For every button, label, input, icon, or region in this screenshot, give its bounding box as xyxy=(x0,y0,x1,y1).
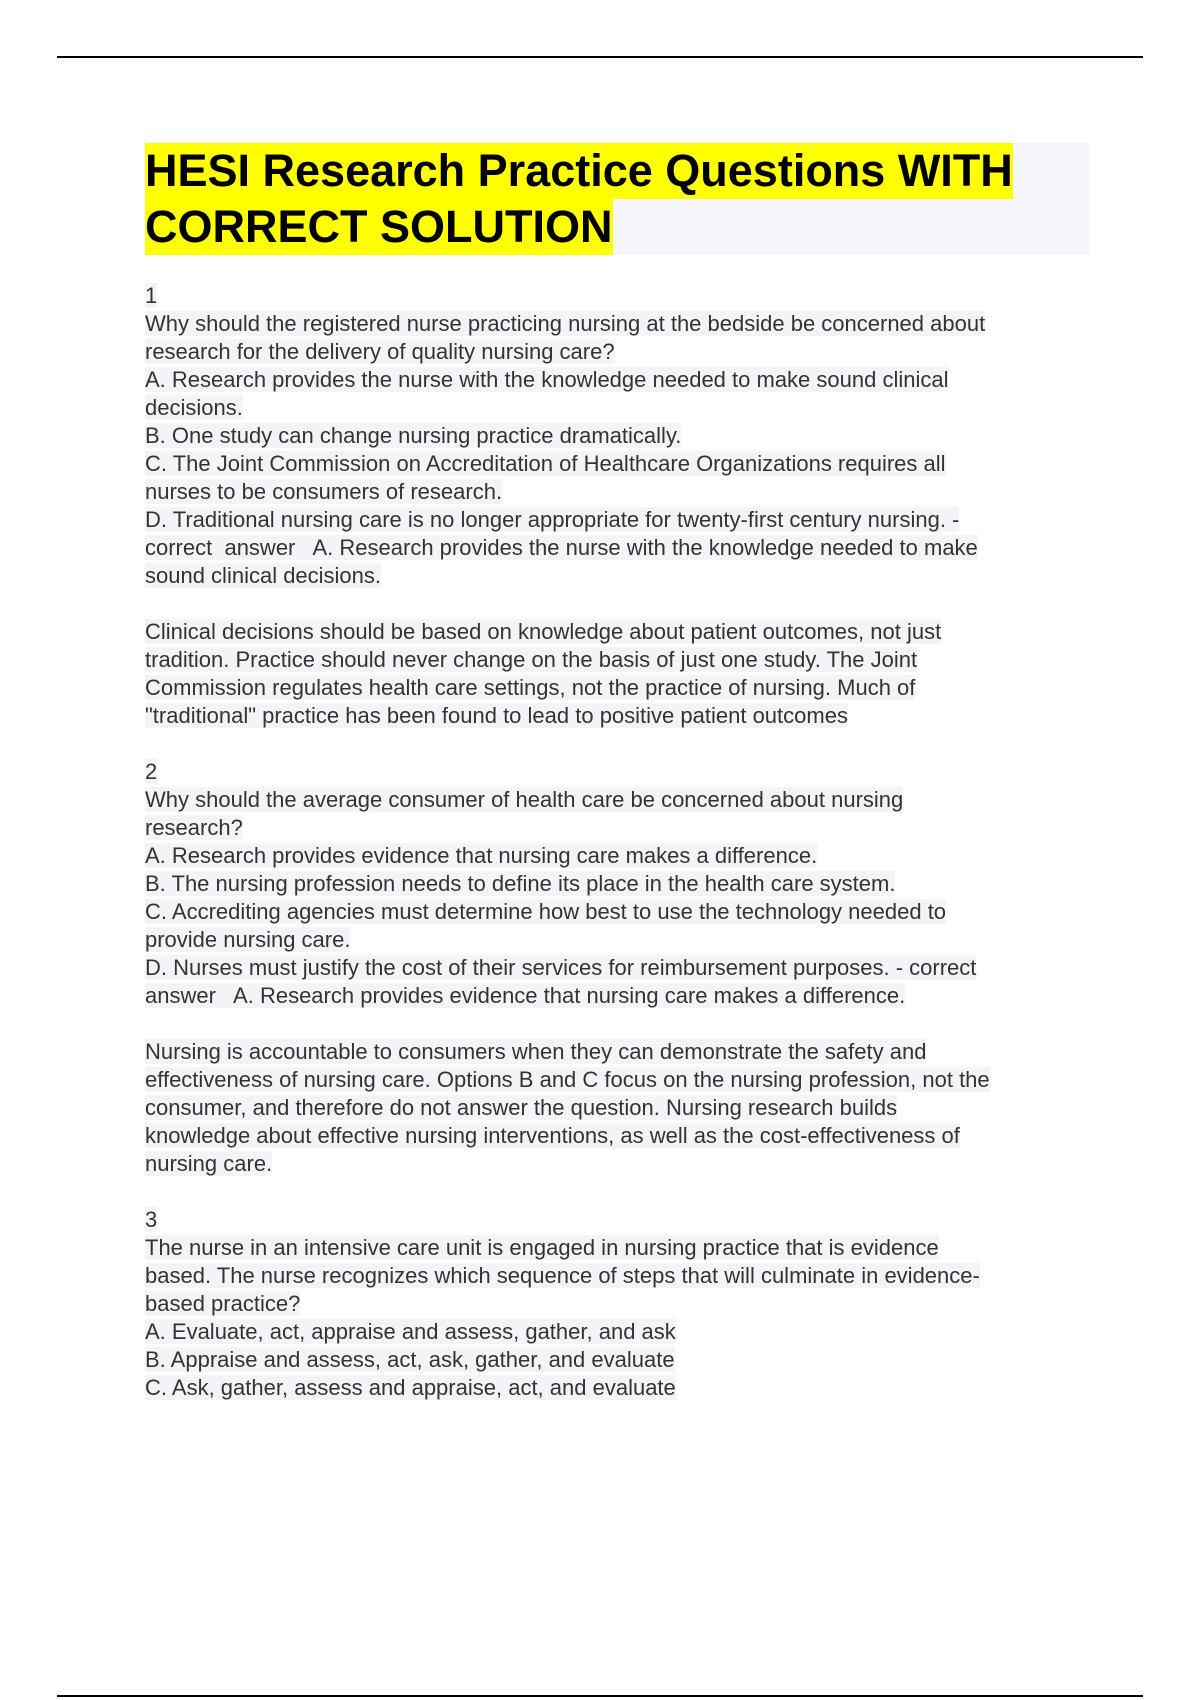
question-line-text: sound clinical decisions. xyxy=(145,563,382,588)
rationale-line xyxy=(145,674,1095,702)
rationale-line xyxy=(145,1094,1095,1122)
title-line-2: CORRECT SOLUTION xyxy=(145,199,613,255)
question-line xyxy=(145,562,1095,590)
question-line-text: A. Evaluate, act, appraise and assess, gather, and ask xyxy=(145,1319,676,1344)
bottom-rule xyxy=(57,1695,1143,1697)
question-number-text: 2 xyxy=(145,759,158,784)
question-line xyxy=(145,506,1095,534)
question-line xyxy=(145,786,1095,814)
question-list xyxy=(145,282,1095,1402)
rationale-line-text: Nursing is accountable to consumers when they can demonstrate the safety and xyxy=(145,1039,927,1064)
question-line-text: research for the delivery of quality nursing care? xyxy=(145,339,615,364)
question-line-text: C. Ask, gather, assess and appraise, act, and evaluate xyxy=(145,1375,676,1400)
question-line-text: Why should the average consumer of health care be concerned about nursing xyxy=(145,787,904,812)
question-number xyxy=(145,282,1095,310)
question-number-text: 3 xyxy=(145,1207,158,1232)
rationale-line xyxy=(145,1122,1095,1150)
question-line-text: C. The Joint Commission on Accreditation of Healthcare Organizations requires all xyxy=(145,451,946,476)
question-line xyxy=(145,394,1095,422)
question-line-text: based practice? xyxy=(145,1291,301,1316)
question-line xyxy=(145,338,1095,366)
question-block xyxy=(145,1206,1095,1402)
question-line xyxy=(145,478,1095,506)
rationale-line-text: tradition. Practice should never change on the basis of just one study. The Joint xyxy=(145,647,918,672)
rationale-line-text: knowledge about effective nursing interventions, as well as the cost-effectiveness of xyxy=(145,1123,960,1148)
question-number xyxy=(145,1206,1095,1234)
question-line-text: B. Appraise and assess, act, ask, gather, and evaluate xyxy=(145,1347,675,1372)
rationale-line-text: Commission regulates health care settings, not the practice of nursing. Much of xyxy=(145,675,916,700)
top-rule xyxy=(57,56,1143,58)
question-line xyxy=(145,1374,1095,1402)
question-line xyxy=(145,870,1095,898)
rationale-line-text: Clinical decisions should be based on knowledge about patient outcomes, not just xyxy=(145,619,942,644)
question-line-text: The nurse in an intensive care unit is engaged in nursing practice that is evidence xyxy=(145,1235,939,1260)
question-block xyxy=(145,282,1095,730)
paragraph-gap xyxy=(145,730,1095,758)
rationale-line-text: nursing care. xyxy=(145,1151,273,1176)
question-line-text: correct answer A. Research provides the nurse with the knowledge needed to make xyxy=(145,535,978,560)
paragraph-gap xyxy=(145,1178,1095,1206)
question-line xyxy=(145,366,1095,394)
question-line-text: answer A. Research provides evidence that nursing care makes a difference. xyxy=(145,983,906,1008)
rationale-line xyxy=(145,1038,1095,1066)
question-line xyxy=(145,422,1095,450)
question-line xyxy=(145,982,1095,1010)
question-line-text: Why should the registered nurse practicing nursing at the bedside be concerned about xyxy=(145,311,986,336)
question-line-text: B. One study can change nursing practice dramatically. xyxy=(145,423,682,448)
question-line-text: research? xyxy=(145,815,243,840)
question-line xyxy=(145,450,1095,478)
question-line-text: B. The nursing profession needs to define its place in the health care system. xyxy=(145,871,896,896)
title-line-1: HESI Research Practice Questions WITH xyxy=(145,143,1013,199)
question-block xyxy=(145,758,1095,1178)
question-line xyxy=(145,842,1095,870)
question-line xyxy=(145,1346,1095,1374)
question-line-text: A. Research provides the nurse with the knowledge needed to make sound clinical xyxy=(145,367,949,392)
question-line xyxy=(145,898,1095,926)
question-line-text: A. Research provides evidence that nursing care makes a difference. xyxy=(145,843,818,868)
question-line xyxy=(145,534,1095,562)
rationale-line xyxy=(145,1066,1095,1094)
rationale-line-text: consumer, and therefore do not answer the question. Nursing research builds xyxy=(145,1095,898,1120)
question-line-text: based. The nurse recognizes which sequence of steps that will culminate in evidence- xyxy=(145,1263,980,1288)
rationale-line xyxy=(145,618,1095,646)
question-line xyxy=(145,1234,1095,1262)
question-line-text: nurses to be consumers of research. xyxy=(145,479,503,504)
question-line xyxy=(145,954,1095,982)
question-line-text: C. Accrediting agencies must determine how best to use the technology needed to xyxy=(145,899,947,924)
rationale-line xyxy=(145,646,1095,674)
page-title xyxy=(145,143,1089,255)
question-line-text: D. Nurses must justify the cost of their services for reimbursement purposes. - correct xyxy=(145,955,977,980)
rationale-line-text: "traditional" practice has been found to lead to positive patient outcomes xyxy=(145,703,848,728)
question-line-text: provide nursing care. xyxy=(145,927,351,952)
paragraph-gap xyxy=(145,1010,1095,1038)
question-line xyxy=(145,1262,1095,1290)
rationale-line xyxy=(145,1150,1095,1178)
question-line xyxy=(145,310,1095,338)
question-line-text: decisions. xyxy=(145,395,243,420)
question-line xyxy=(145,814,1095,842)
paragraph-gap xyxy=(145,590,1095,618)
question-line-text: D. Traditional nursing care is no longer appropriate for twenty-first century nursing. - xyxy=(145,507,960,532)
question-line xyxy=(145,926,1095,954)
question-line xyxy=(145,1318,1095,1346)
rationale-line-text: effectiveness of nursing care. Options B and C focus on the nursing profession, not the xyxy=(145,1067,990,1092)
question-number-text: 1 xyxy=(145,283,158,308)
question-number xyxy=(145,758,1095,786)
question-line xyxy=(145,1290,1095,1318)
rationale-line xyxy=(145,702,1095,730)
